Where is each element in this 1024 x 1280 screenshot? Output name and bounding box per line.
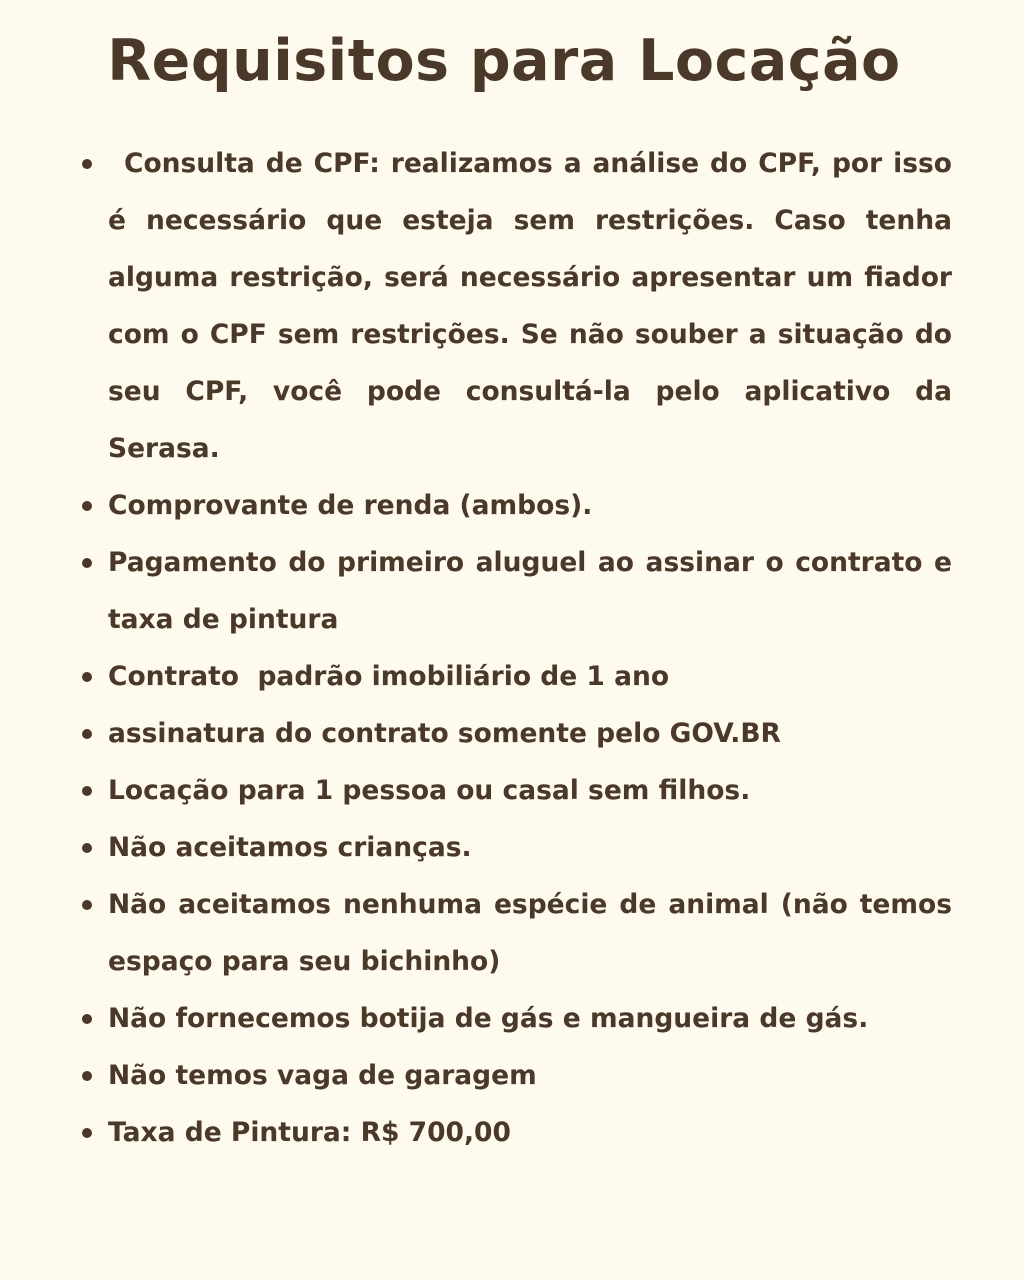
list-item [78, 1047, 952, 1104]
list-item [78, 477, 952, 534]
list-item-text: Taxa de Pintura: R$ 700,00 [108, 1117, 511, 1148]
list-item [78, 1104, 952, 1161]
bullet-icon [82, 558, 92, 568]
list-item-text: Não aceitamos nenhuma espécie de animal (não temos espaço para seu bichinho) [108, 889, 952, 977]
list-item [78, 990, 952, 1047]
list-item [78, 876, 952, 990]
bullet-icon [82, 1071, 92, 1081]
list-item [78, 819, 952, 876]
list-item-text: Não fornecemos botija de gás e mangueira de gás. [108, 1003, 869, 1034]
page-title: Requisitos para Locação [107, 28, 901, 94]
requirements-list [78, 135, 952, 1161]
list-item-text: Contrato padrão imobiliário de 1 ano [108, 661, 670, 692]
bullet-icon [82, 843, 92, 853]
bullet-icon [82, 900, 92, 910]
list-item [78, 705, 952, 762]
bullet-icon [82, 1014, 92, 1024]
list-item-text: Não aceitamos crianças. [108, 832, 472, 863]
list-item [78, 135, 952, 477]
list-item-text: Locação para 1 pessoa ou casal sem filhos. [108, 775, 751, 806]
list-item-text: Comprovante de renda (ambos). [108, 490, 593, 521]
list-item-text: Pagamento do primeiro aluguel ao assinar o contrato e taxa de pintura [108, 547, 952, 635]
bullet-icon [82, 729, 92, 739]
bullet-icon [82, 159, 92, 169]
bullet-icon [82, 1128, 92, 1138]
bullet-icon [82, 501, 92, 511]
list-item-text: Consulta de CPF: realizamos a análise do CPF, por isso é necessário que esteja sem restrições. Caso tenha alguma restrição, será necessário apresentar um fiador com o CPF sem restrições. Se não souber a situação do seu CPF, você pode consultá-la pelo aplicativo da Serasa. [108, 148, 952, 464]
bullet-icon [82, 786, 92, 796]
list-item [78, 648, 952, 705]
list-item [78, 534, 952, 648]
bullet-icon [82, 672, 92, 682]
list-item-text: assinatura do contrato somente pelo GOV.BR [108, 718, 781, 749]
list-item-text: Não temos vaga de garagem [108, 1060, 537, 1091]
list-item [78, 762, 952, 819]
